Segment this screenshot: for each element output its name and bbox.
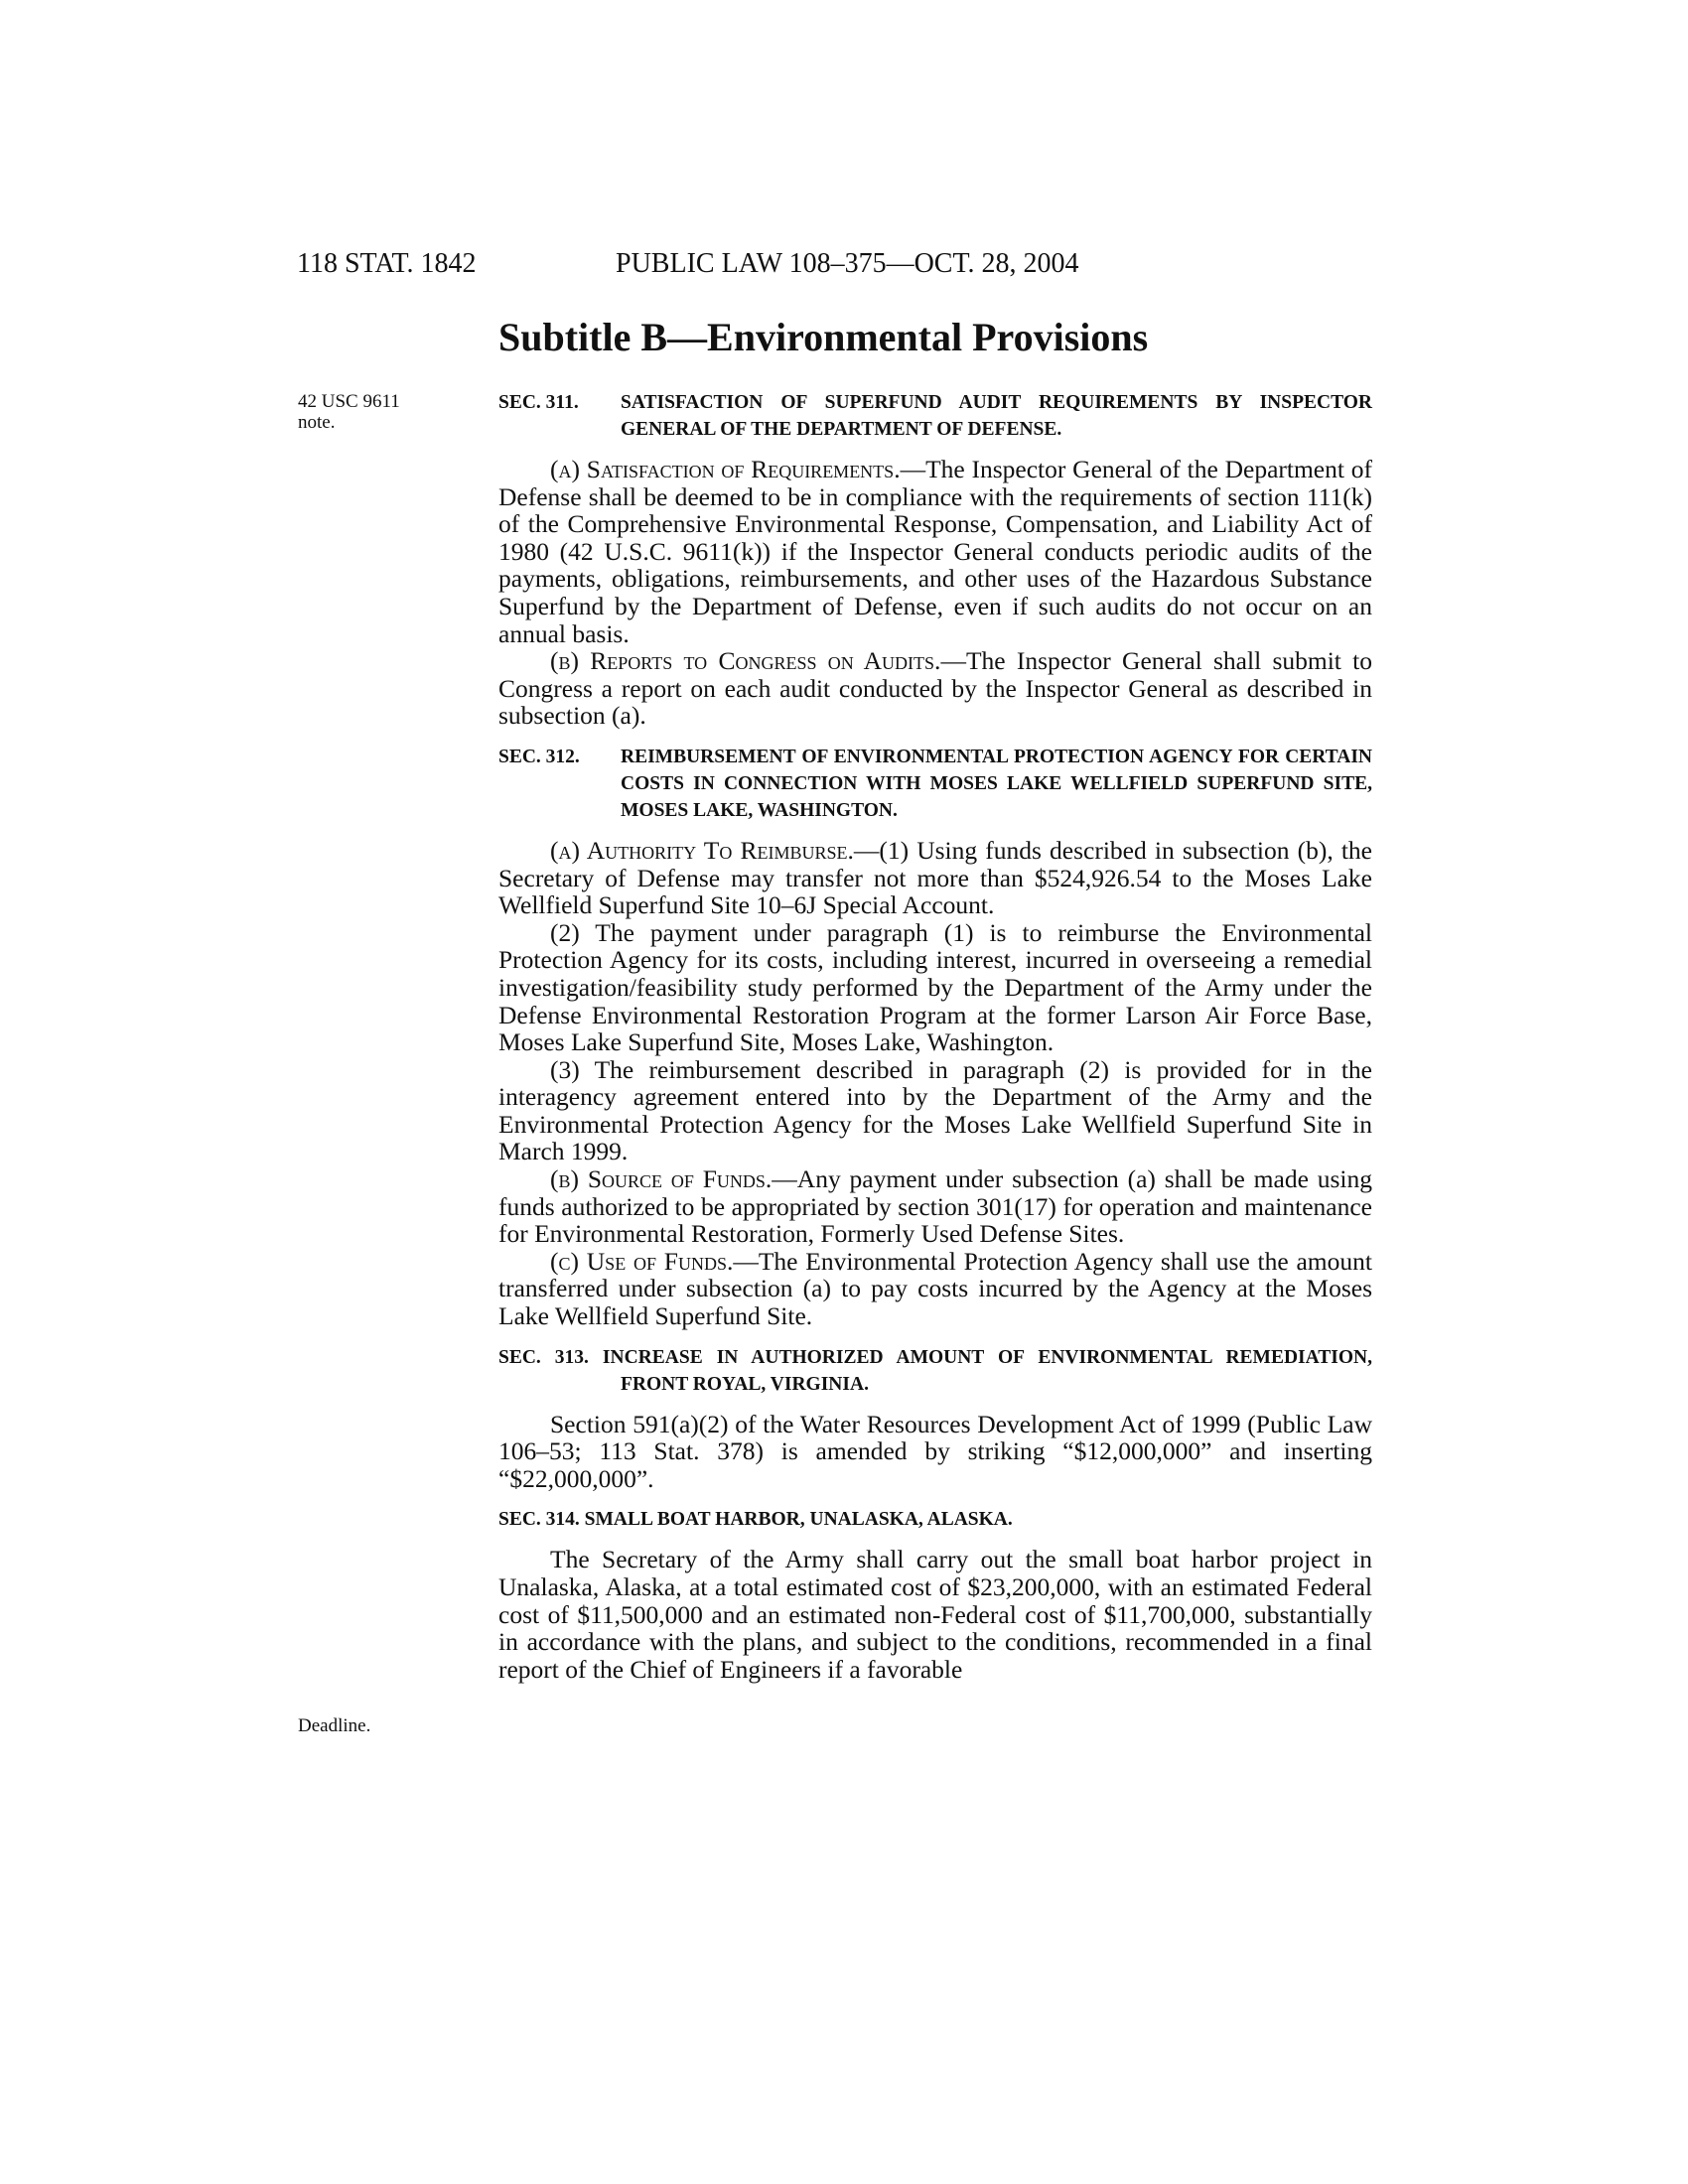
section-311-title: SATISFACTION OF SUPERFUND AUDIT REQUIREMENTS BY INSPECTOR GENERAL OF THE DEPARTMENT OF DEFENSE. <box>621 392 1372 440</box>
section-311-number: SEC. 311. <box>498 392 579 413</box>
margin-note-deadline: Deadline. <box>298 1715 371 1736</box>
subsection-text: —The Inspector General of the Department of Defense shall be deemed to be in compliance with the requirements of section 111(k) of the Comprehensive Environmental Response, Compensation, and Liability Act of 1980 (42 U.S.C. 9611(k)) if the Inspector General conducts periodic audits of the payments, obligations, reimbursements, and other uses of the Hazardous Substance Superfund by the Department of Defense, even if such audits do not occur on an annual basis. <box>498 455 1372 648</box>
section-312-paragraph-2: (2) The payment under paragraph (1) is to reimburse the Environmental Protection Agency for its costs, including interest, incurred in overseeing a remedial investigation/feasibility study performed by the Department of the Army under the Defense Environmental Restoration Program at the former Larson Air Force Base, Moses Lake Superfund Site, Moses Lake, Washington. <box>498 917 1372 1057</box>
section-312-subsection-a1 <box>498 837 1372 919</box>
stat-citation: 118 STAT. 1842 <box>297 248 477 279</box>
subsection-text: —Any payment under subsection (a) shall be made using funds authorized to be appropriated by section 301(17) for operation and maintenance for Environmental Restoration, Formerly Used Defense Sites. <box>498 1164 1372 1249</box>
section-311-subsection-b <box>498 647 1372 730</box>
section-312-number: SEC. 312. <box>498 746 580 767</box>
section-312-heading <box>498 744 1372 824</box>
document-body <box>498 389 1372 1683</box>
section-312-title: REIMBURSEMENT OF ENVIRONMENTAL PROTECTION AGENCY FOR CERTAIN COSTS IN CONNECTION WITH MOSES LAKE WELLFIELD SUPERFUND SITE, MOSES LAKE, WASHINGTON. <box>621 746 1372 821</box>
section-311-heading <box>498 389 1372 443</box>
subsection-text: —The Environmental Protection Agency shall use the amount transferred under subsection (a) to pay costs incurred by the Agency at the Moses Lake Wellfield Superfund Site. <box>498 1246 1372 1331</box>
subsection-heading: (c) Use of Funds. <box>550 1246 734 1276</box>
subtitle-heading: Subtitle B—Environmental Provisions <box>498 315 1149 359</box>
section-312-subsection-c <box>498 1248 1372 1330</box>
section-312-paragraph-3: (3) The reimbursement described in paragraph (2) is provided for in the interagency agreement entered into by the Department of the Army and the Environmental Protection Agency for the Moses Lake Wellfield Superfund Site in March 1999. <box>498 1054 1372 1166</box>
margin-note-usc-line1: 42 USC 9611 <box>298 391 400 412</box>
subsection-heading: (b) Source of Funds. <box>550 1164 773 1194</box>
public-law-citation: PUBLIC LAW 108–375—OCT. 28, 2004 <box>616 248 1079 279</box>
subsection-heading: (a) Satisfaction of Requirements. <box>550 455 901 483</box>
subsection-heading: (b) Reports to Congress on Audits. <box>550 646 941 676</box>
section-312-subsection-b <box>498 1165 1372 1248</box>
subsection-heading: (a) Authority To Reimburse. <box>550 835 854 865</box>
subsection-text: —(1) Using funds described in subsection (b), the Secretary of Defense may transfer not more than $524,926.54 to the Moses Lake Wellfield Superfund Site 10–6J Special Account. <box>498 835 1372 920</box>
margin-note-usc-line2: note. <box>298 412 336 433</box>
margin-note-usc <box>298 391 437 433</box>
section-311-subsection-a <box>498 456 1372 647</box>
section-313-heading: SEC. 313. INCREASE IN AUTHORIZED AMOUNT OF ENVIRONMENTAL REMEDIATION, FRONT ROYAL, VIRGINIA. <box>498 1346 1372 1395</box>
section-313-text: Section 591(a)(2) of the Water Resources Development Act of 1999 (Public Law 106–53; 113 Stat. 378) is amended by striking “$12,000,000” and inserting “$22,000,000”. <box>498 1409 1372 1493</box>
subsection-text: —The Inspector General shall submit to Congress a report on each audit conducted by the Inspector General as described in subsection (a). <box>498 646 1372 731</box>
page-header <box>0 248 1688 288</box>
section-314-heading: SEC. 314. SMALL BOAT HARBOR, UNALASKA, ALASKA. <box>498 1509 1013 1531</box>
section-314-text: The Secretary of the Army shall carry out the small boat harbor project in Unalaska, Alaska, at a total estimated cost of $23,200,000, with an estimated Federal cost of $11,500,000 and an estimated non-Federal cost of $11,700,000, substantially in accordance with the plans, and subject to the conditions, recommended in a final report of the Chief of Engineers if a favorable <box>498 1545 1372 1684</box>
